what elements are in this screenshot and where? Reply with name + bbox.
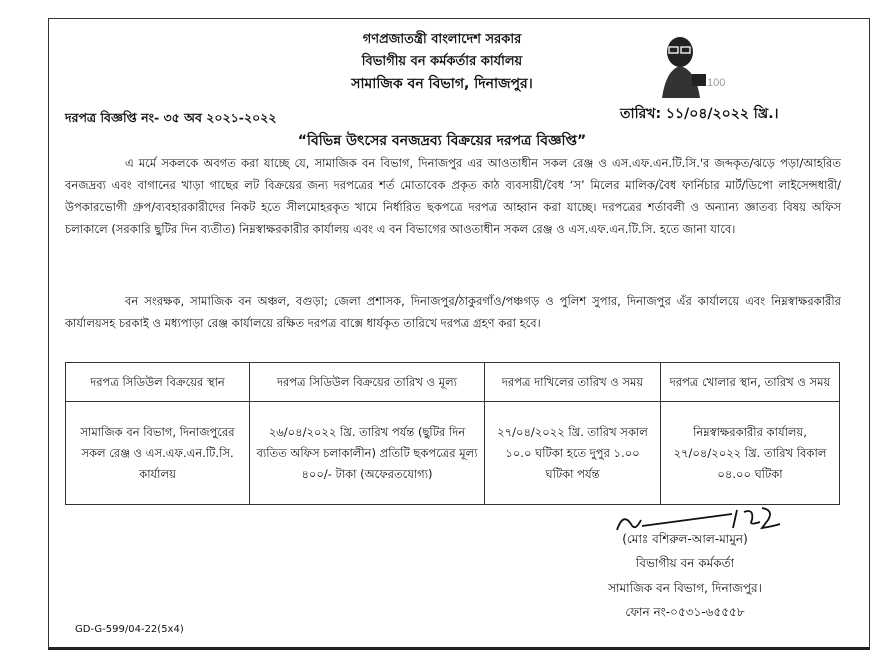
table-header: দরপত্র খোলার স্থান, তারিখ ও সময় [661, 363, 840, 402]
paragraph-1 [65, 152, 841, 240]
tender-schedule-table [65, 362, 840, 505]
table-row [66, 402, 840, 505]
paragraph-2-text: বন সংরক্ষক, সামাজিক বন অঞ্চল, বগুড়া; জেলা প্রশাসক, দিনাজপুর/ঠাকুরগাঁও/পঞ্চগড় ও পুলিশ সুপার, দিনাজপুর এঁর কার্যালয়ে এবং নিম্নস্বাক্ষরকারীর কার্যালয়সহ চরকাই ও মধ্যপাড়া রেঞ্জ কার্যালয়ে রক্ষিত দরপত্র বাক্সে ধার্যকৃত তারিখে দরপত্র গ্রহণ করা হবে। [65, 294, 841, 330]
mujib-100-logo [652, 30, 726, 98]
signatory-name: (মোঃ বশিরুল-আল-মামুন) [622, 532, 748, 546]
paragraph-2 [65, 290, 841, 334]
header-office: বিভাগীয় বন কর্মকর্তার কার্যালয় [361, 54, 523, 69]
header-government: গণপ্রজাতন্ত্রী বাংলাদেশ সরকার [362, 32, 522, 47]
notice-title: “বিভিন্ন উৎসের বনজদ্রব্য বিক্রয়ের দরপত্র বিজ্ঞপ্তি” [297, 133, 587, 149]
notice-date: তারিখ: ১১/০৪/২০২২ খ্রি.। [620, 106, 779, 122]
svg-text:100: 100 [707, 77, 726, 89]
table-cell: নিম্নস্বাক্ষরকারীর কার্যালয়, ২৭/০৪/২০২২ খ্রি. তারিখ বিকাল ০৪.০০ ঘটিকা [661, 402, 840, 505]
table-cell: ২৬/০৪/২০২২ খ্রি. তারিখ পর্যন্ত (ছুটির দিন ব্যতিত অফিস চলাকালীন) প্রতিটি ছকপত্রের মূল্য ৪০০/- টাকা (অফেরতযোগ্য) [250, 402, 485, 505]
notice-reference-number: দরপত্র বিজ্ঞপ্তি নং- ৩৫ অব ২০২১-২০২২ [65, 110, 277, 125]
table-header-row [66, 363, 840, 402]
header-division: সামাজিক বন বিভাগ, দিনাজপুর। [351, 76, 533, 92]
footer-code: GD-G-599/04-22(5x4) [75, 624, 184, 635]
table-header: দরপত্র দাখিলের তারিখ ও সময় [485, 363, 661, 402]
table-header: দরপত্র সিডিউল বিক্রয়ের তারিখ ও মূল্য [250, 363, 485, 402]
table-header: দরপত্র সিডিউল বিক্রয়ের স্থান [66, 363, 250, 402]
table-cell: সামাজিক বন বিভাগ, দিনাজপুরের সকল রেঞ্জ ও এস.এফ.এন.টি.সি. কার্যালয় [66, 402, 250, 505]
table-cell: ২৭/০৪/২০২২ খ্রি. তারিখ সকাল ১০.০ ঘটিকা হতে দুপুর ১.০০ ঘটিকা পর্যন্ত [485, 402, 661, 505]
paragraph-1-text: এ মর্মে সকলকে অবগত করা যাচ্ছে যে, সামাজিক বন বিভাগ, দিনাজপুর এর আওতাধীন সকল রেঞ্জ ও এস.এফ.এন.টি.সি.'র জব্দকৃত/ঝড়ে পড়া/আহরিত বনজদ্রব্য এবং বাগানের খাড়া গাছের লট বিক্রয়ের জন্য দরপত্রের শর্ত মোতাবেক প্রকৃত কাঠ ব্যবসায়ী/বৈধ ‘স’ মিলের মালিক/বৈধ ফার্নিচার মার্ট/ডিপো লাইসেন্সধারী/উপকারভোগী গ্রুপ/ব্যবহারকারীদের নিকট হতে সীলমোহরকৃত খামে নির্ধারিত ছকপত্রে দরপত্র আহ্বান করা যাচ্ছে। দরপত্রের শর্তাবলী ও অন্যান্য জ্ঞাতব্য বিষয় অফিস চলাকালে (সরকারি ছুটির দিন ব্যতীত) নিম্নস্বাক্ষরকারীর কার্যালয় এবং এ বন বিভাগের আওতাধীন সকল রেঞ্জ ও এস.এফ.এন.টি.সি. হতে জানা যাবে। [65, 156, 841, 236]
signatory-designation: বিভাগীয় বন কর্মকর্তা [635, 556, 735, 570]
signatory-phone: ফোন নং-০৫৩১-৬৫৫৫৮ [625, 605, 745, 619]
signatory-office: সামাজিক বন বিভাগ, দিনাজপুর। [608, 581, 762, 595]
